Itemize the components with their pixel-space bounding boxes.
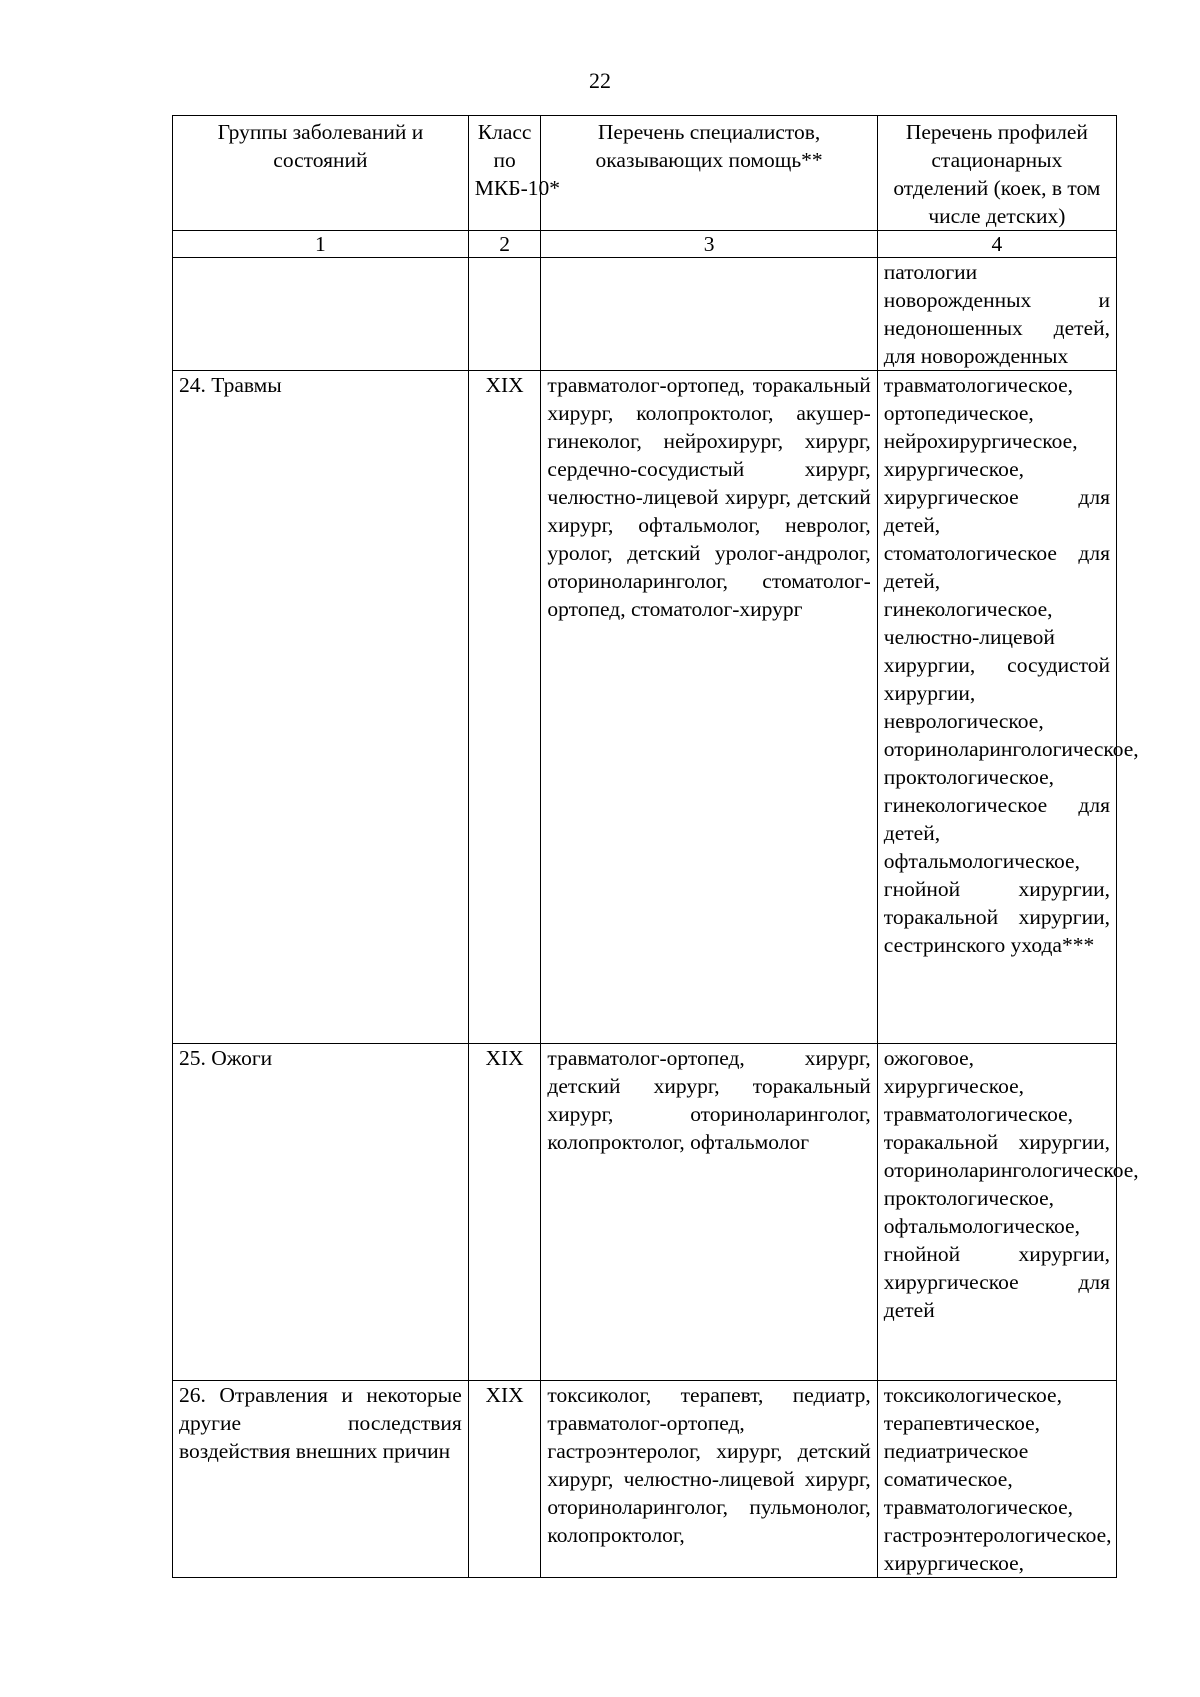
profiles-cell: травматологическое, ортопедическое, нейрохирургическое, хирургическое, хирургическое для детей, стоматологическое для детей, гинекологическое, челюстно-лицевой хирургии, сосудистой хирургии, неврологическое, оториноларингологическое, проктологическое, гинекологическое для детей, офтальмологическое, гнойной хирургии, торакальной хирургии, сестринского ухода*** [877, 371, 1116, 1044]
disease-group-cell: 26. Отравления и некоторые другие последствия воздействия внешних причин [173, 1381, 469, 1578]
column-number: 3 [541, 231, 877, 258]
column-number: 4 [877, 231, 1116, 258]
icd-class-cell: XIX [468, 1044, 541, 1381]
column-number: 2 [468, 231, 541, 258]
table-row [173, 1044, 1117, 1381]
profiles-cell: ожоговое, хирургическое, травматологическое, торакальной хирургии, оториноларингологическое, проктологическое, офтальмологическое, гнойной хирургии, хирургическое для детей [877, 1044, 1116, 1381]
disease-group-cell [173, 258, 469, 371]
specialists-cell: токсиколог, терапевт, педиатр, травматолог-ортопед, гастроэнтеролог, хирург, детский хирург, челюстно-лицевой хирург, оториноларинголог, пульмонолог, колопроктолог, [541, 1381, 877, 1578]
specialists-cell [541, 258, 877, 371]
table-row [173, 1381, 1117, 1578]
page-number: 22 [589, 68, 611, 93]
header-inpatient-profiles: Перечень профилей стационарных отделений (коек, в том числе детских) [877, 116, 1116, 231]
icd-class-cell: XIX [468, 1381, 541, 1578]
profiles-cell: патологии новорожденных и недоношенных детей, для новорожденных [877, 258, 1116, 371]
icd-class-cell [468, 258, 541, 371]
table-row [173, 258, 1117, 371]
disease-group-cell: 25. Ожоги [173, 1044, 469, 1381]
header-icd-class: Класс по МКБ-10* [468, 116, 541, 231]
table-row [173, 371, 1117, 1044]
disease-group-cell: 24. Травмы [173, 371, 469, 1044]
header-row [173, 116, 1117, 231]
header-disease-groups: Группы заболеваний и состояний [173, 116, 469, 231]
specialists-cell: травматолог-ортопед, хирург, детский хирург, торакальный хирург, оториноларинголог, колопроктолог, офтальмолог [541, 1044, 877, 1381]
icd-class-cell: XIX [468, 371, 541, 1044]
specialists-cell: травматолог-ортопед, торакальный хирург, колопроктолог, акушер-гинеколог, нейрохирург, хирург, сердечно-сосудистый хирург, челюстно-лицевой хирург, детский хирург, офтальмолог, невролог, уролог, детский уролог-андролог, оториноларинголог, стоматолог-ортопед, стоматолог-хирург [541, 371, 877, 1044]
header-specialists: Перечень специалистов, оказывающих помощь** [541, 116, 877, 231]
column-number: 1 [173, 231, 469, 258]
disease-groups-table [172, 115, 1139, 1578]
column-number-row [173, 231, 1117, 258]
profiles-cell: токсикологическое, терапевтическое, педиатрическое соматическое, травматологическое, гастроэнтерологическое, хирургическое, [877, 1381, 1116, 1578]
